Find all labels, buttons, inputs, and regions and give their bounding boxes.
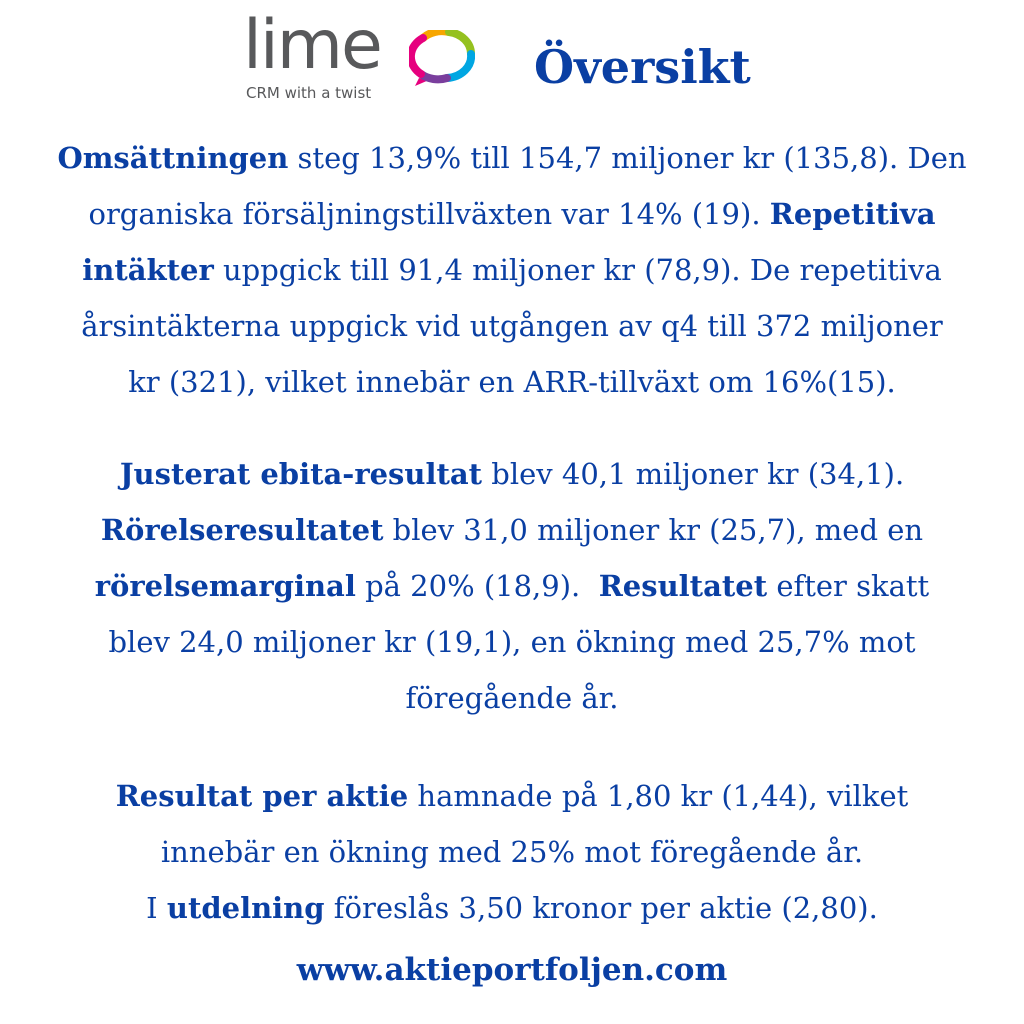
text-run: uppgick till 91,4 miljoner kr (78,9). De repetitiva	[213, 253, 942, 287]
text-run: blev 31,0 miljoner kr (25,7), med en	[383, 513, 924, 547]
paragraph-eps-dividend	[0, 768, 1024, 936]
paragraph-results	[0, 446, 1024, 726]
bold-term: Repetitiva	[769, 197, 936, 231]
text-line: föregående år.	[405, 681, 619, 715]
text-line	[0, 186, 1024, 242]
text-line	[0, 446, 1024, 502]
text-run: I	[146, 891, 167, 925]
page-title: Översikt	[534, 40, 751, 94]
bold-term: Resultat per aktie	[115, 779, 409, 813]
text-run: blev 40,1 miljoner kr (34,1).	[482, 457, 905, 491]
text-line	[0, 558, 1024, 614]
text-run: hamnade på 1,80 kr (1,44), vilket	[408, 779, 909, 813]
speech-bubble-icon	[409, 30, 475, 86]
text-run: på 20% (18,9).	[355, 569, 599, 603]
text-line	[0, 130, 1024, 186]
logo-tagline: CRM with a twist	[246, 84, 372, 102]
paragraph-revenue	[0, 130, 1024, 410]
logo-wordmark: lime	[243, 6, 381, 85]
bold-term: utdelning	[166, 891, 325, 925]
text-line: innebär en ökning med 25% mot föregående år.	[160, 835, 864, 869]
website-url: www.aktieportfoljen.com	[296, 952, 728, 988]
text-line	[0, 880, 1024, 936]
text-run: steg 13,9% till 154,7 miljoner kr (135,8). Den	[288, 141, 967, 175]
bold-term: Rörelseresultatet	[100, 513, 384, 547]
bold-term: Justerat ebita-resultat	[119, 457, 483, 491]
text-line: årsintäkterna uppgick vid utgången av q4 till 372 miljoner	[81, 309, 943, 343]
text-run: organiska försäljningstillväxten var 14% (19).	[88, 197, 770, 231]
text-line: blev 24,0 miljoner kr (19,1), en ökning med 25,7% mot	[108, 625, 916, 659]
bold-term: intäkter	[82, 253, 214, 287]
text-line	[0, 502, 1024, 558]
header	[0, 6, 1024, 110]
text-run: efter skatt	[767, 569, 930, 603]
bold-term: rörelsemarginal	[94, 569, 356, 603]
lime-logo	[243, 6, 483, 110]
bold-term: Resultatet	[598, 569, 768, 603]
text-run: föreslås 3,50 kronor per aktie (2,80).	[324, 891, 878, 925]
bold-term: Omsättningen	[57, 141, 289, 175]
text-line: kr (321), vilket innebär en ARR-tillväxt om 16%(15).	[128, 365, 896, 399]
text-line	[0, 768, 1024, 824]
text-line	[0, 242, 1024, 298]
